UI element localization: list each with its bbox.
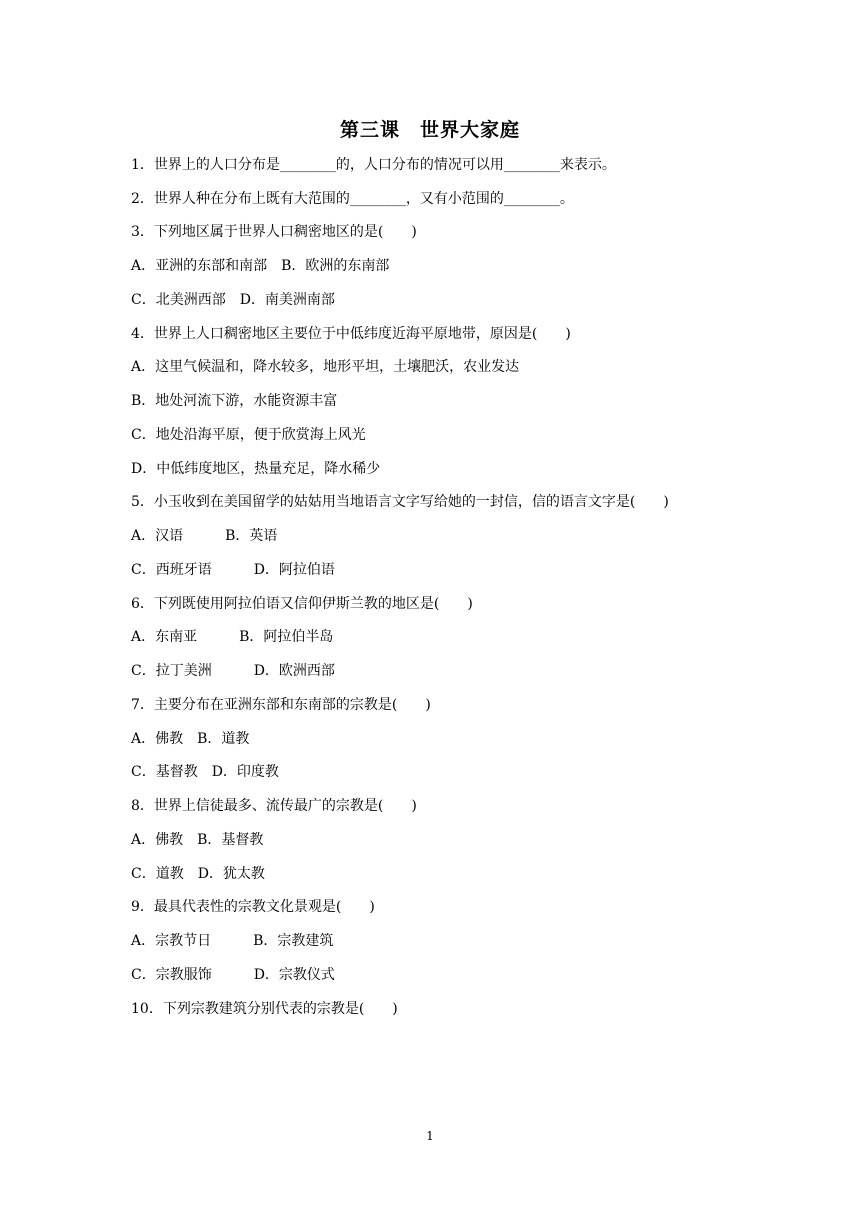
page-number: 1 bbox=[426, 1129, 434, 1143]
question-5: 5．小玉收到在美国留学的姑姑用当地语言文字写给她的一封信，信的语言文字是( ) bbox=[131, 494, 669, 510]
option-line: C．道教 D．犹太教 bbox=[131, 866, 265, 882]
option-line: C．基督教 D．印度教 bbox=[131, 764, 279, 780]
option-line: C．西班牙语 D．阿拉伯语 bbox=[131, 562, 335, 578]
option-line: A．这里气候温和，降水较多，地形平坦，土壤肥沃，农业发达 bbox=[131, 359, 520, 375]
option-line: A．佛教 B．基督教 bbox=[131, 832, 264, 848]
option-line: D．中低纬度地区，热量充足，降水稀少 bbox=[131, 461, 381, 477]
option-line: A．亚洲的东部和南部 B．欧洲的东南部 bbox=[131, 258, 390, 274]
option-line: A．宗教节日 B．宗教建筑 bbox=[131, 933, 334, 949]
option-line: A．汉语 B．英语 bbox=[131, 528, 278, 544]
option-line: A．东南亚 B．阿拉伯半岛 bbox=[131, 629, 334, 645]
question-3: 3．下列地区属于世界人口稠密地区的是( ) bbox=[131, 224, 417, 240]
option-line: B．地处河流下游，水能资源丰富 bbox=[131, 393, 338, 409]
option-line: A．佛教 B．道教 bbox=[131, 731, 250, 747]
option-line: C．地处沿海平原，便于欣赏海上风光 bbox=[131, 427, 366, 443]
question-7: 7．主要分布在亚洲东部和东南部的宗教是( ) bbox=[131, 697, 431, 713]
question-4: 4．世界上人口稠密地区主要位于中低纬度近海平原地带，原因是( ) bbox=[131, 326, 571, 342]
page-title: 第三课 世界大家庭 bbox=[339, 119, 520, 141]
question-2: 2．世界人种在分布上既有大范围的________，又有小范围的________。 bbox=[131, 191, 574, 207]
option-line: C．宗教服饰 D．宗教仪式 bbox=[131, 967, 335, 983]
option-line: C．北美洲西部 D．南美洲南部 bbox=[131, 292, 335, 308]
question-8: 8．世界上信徒最多、流传最广的宗教是( ) bbox=[131, 798, 417, 814]
question-1: 1．世界上的人口分布是________的，人口分布的情况可以用________来表示。 bbox=[131, 157, 616, 173]
question-9: 9．最具代表性的宗教文化景观是( ) bbox=[131, 899, 375, 915]
option-line: C．拉丁美洲 D．欧洲西部 bbox=[131, 663, 335, 679]
question-6: 6．下列既使用阿拉伯语又信仰伊斯兰教的地区是( ) bbox=[131, 596, 473, 612]
question-10: 10．下列宗教建筑分别代表的宗教是( ) bbox=[131, 1001, 398, 1017]
